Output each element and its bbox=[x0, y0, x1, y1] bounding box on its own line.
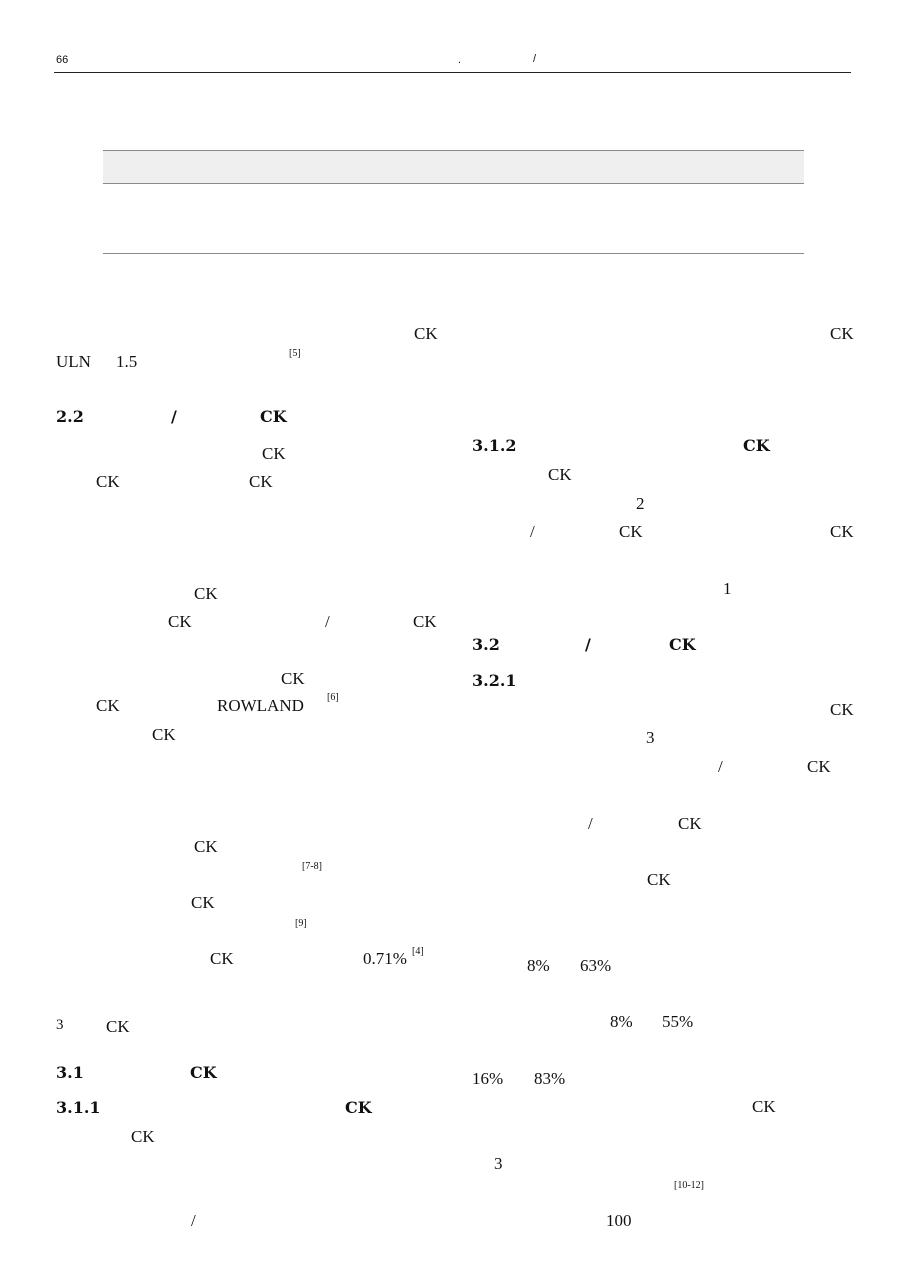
right-num-100: 100 bbox=[606, 1211, 632, 1230]
right-ck-3: CK bbox=[830, 522, 854, 541]
section-2-2-number: 2.2 bbox=[56, 407, 84, 426]
right-ck-a: CK bbox=[830, 324, 854, 343]
section-3-1-1-number: 3.1.1 bbox=[56, 1098, 101, 1117]
right-ck-7: CK bbox=[647, 870, 671, 889]
table-header-band bbox=[103, 150, 804, 184]
section-3-2-1-number: 3.2.1 bbox=[472, 671, 517, 690]
header-slash: / bbox=[533, 53, 537, 65]
right-slash-a: / bbox=[530, 522, 535, 541]
left-ck-a: CK bbox=[414, 324, 438, 343]
section-2-2-ck: CK bbox=[260, 407, 287, 426]
left-ck-8: CK bbox=[96, 696, 120, 715]
right-ck-5: CK bbox=[807, 757, 831, 776]
left-ck-9: CK bbox=[152, 725, 176, 744]
section-3-number: 3 bbox=[56, 1017, 64, 1033]
section-3-1-ck: CK bbox=[190, 1063, 217, 1082]
section-3-1-number: 3.1 bbox=[56, 1063, 84, 1082]
left-ck-4: CK bbox=[194, 584, 218, 603]
citation-6: [6] bbox=[327, 692, 339, 703]
section-2-2-slash: / bbox=[171, 407, 177, 426]
left-ck-13: CK bbox=[131, 1127, 155, 1146]
citation-9: [9] bbox=[295, 918, 307, 929]
left-ck-5: CK bbox=[168, 612, 192, 631]
left-slash-b: / bbox=[191, 1211, 196, 1230]
uln-text: ULN bbox=[56, 352, 91, 371]
right-ck-1: CK bbox=[548, 465, 572, 484]
right-ck-4: CK bbox=[830, 700, 854, 719]
percent-8-b: 8% bbox=[610, 1012, 633, 1031]
section-3-2-slash: / bbox=[585, 635, 591, 654]
section-3-2-ck: CK bbox=[669, 635, 696, 654]
right-num-2: 2 bbox=[636, 494, 645, 513]
page-number: 66 bbox=[56, 54, 69, 66]
right-ck-2: CK bbox=[619, 522, 643, 541]
section-3-1-2-ck: CK bbox=[743, 436, 770, 455]
left-ck-11: CK bbox=[191, 893, 215, 912]
right-slash-c: / bbox=[588, 814, 593, 833]
left-ck-6: CK bbox=[413, 612, 437, 631]
section-3-1-2-number: 3.1.2 bbox=[472, 436, 517, 455]
left-ck-3: CK bbox=[249, 472, 273, 491]
right-num-3: 3 bbox=[646, 728, 655, 747]
left-ck-7: CK bbox=[281, 669, 305, 688]
left-ck-2: CK bbox=[96, 472, 120, 491]
citation-4: [4] bbox=[412, 946, 424, 957]
right-slash-b: / bbox=[718, 757, 723, 776]
right-num-3-b: 3 bbox=[494, 1154, 503, 1173]
citation-10-12: [10-12] bbox=[674, 1180, 704, 1191]
percent-8-a: 8% bbox=[527, 956, 550, 975]
left-ck-1: CK bbox=[262, 444, 286, 463]
citation-5: [5] bbox=[289, 348, 301, 359]
citation-7-8: [7-8] bbox=[302, 861, 322, 872]
uln-value: 1.5 bbox=[116, 352, 138, 371]
section-3-1-1-ck: CK bbox=[345, 1098, 372, 1117]
header-dot: . bbox=[458, 54, 462, 66]
right-num-1: 1 bbox=[723, 579, 732, 598]
left-ck-10: CK bbox=[194, 837, 218, 856]
header-rule bbox=[54, 72, 851, 73]
percent-83: 83% bbox=[534, 1069, 566, 1088]
section-3-ck: CK bbox=[106, 1017, 130, 1036]
percent-55: 55% bbox=[662, 1012, 694, 1031]
rowland-text: ROWLAND bbox=[217, 696, 304, 715]
percent-0-71: 0.71% bbox=[363, 949, 407, 968]
left-ck-12: CK bbox=[210, 949, 234, 968]
percent-16: 16% bbox=[472, 1069, 504, 1088]
table-bottom-rule bbox=[103, 253, 804, 254]
right-ck-8: CK bbox=[752, 1097, 776, 1116]
right-ck-6: CK bbox=[678, 814, 702, 833]
section-3-2-number: 3.2 bbox=[472, 635, 500, 654]
percent-63: 63% bbox=[580, 956, 612, 975]
left-slash-a: / bbox=[325, 612, 330, 631]
